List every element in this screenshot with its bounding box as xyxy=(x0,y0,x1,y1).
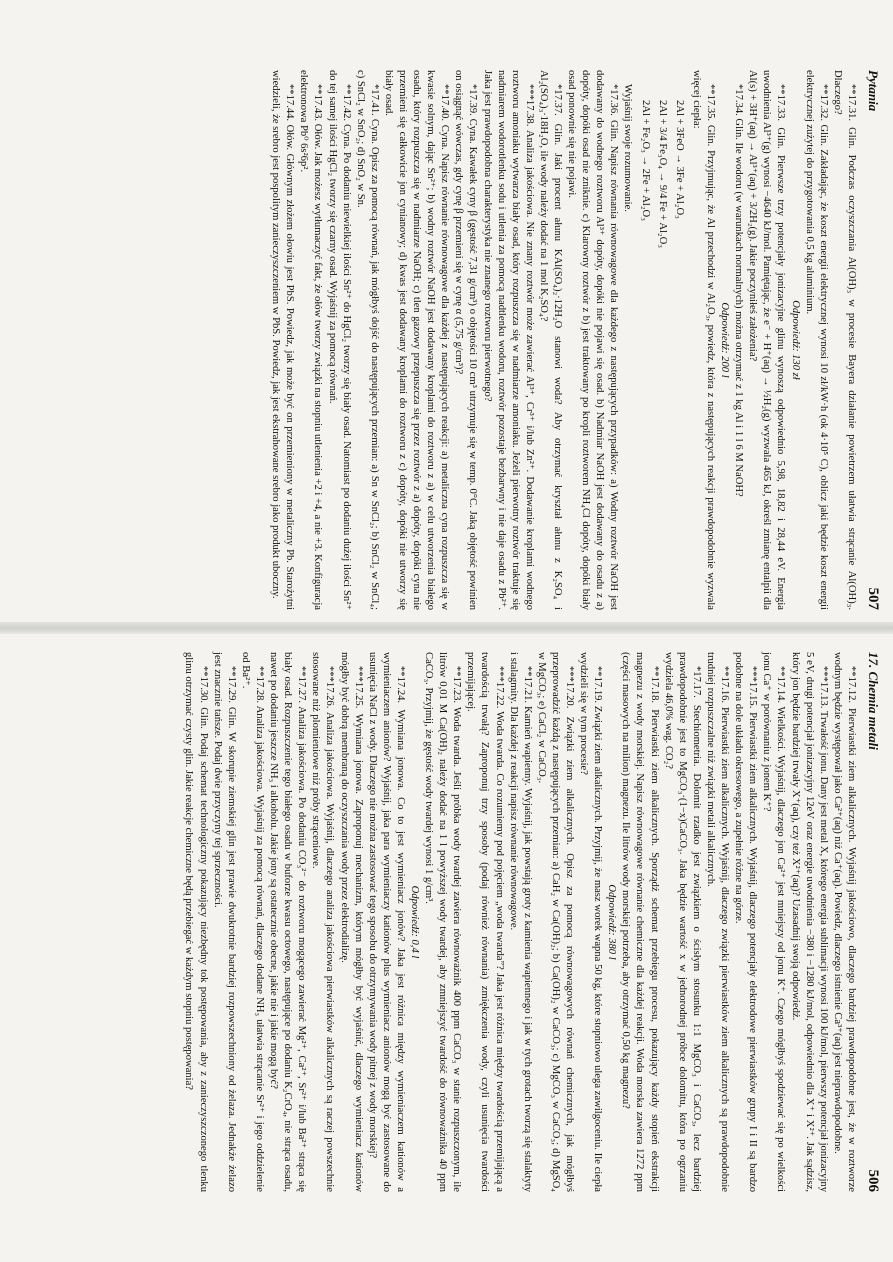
question-17-42: **17.42. Cyna. Po dodaniu niewielkiej ilości Sn²⁺ do HgCl₂ tworzy się biały osad. Natomiast po dodaniu dużej ilości Sn²⁺ do tej samej ilości HgCl₂ tworzy się czarny osad. Wyjaśnij za pomocą równań. xyxy=(326,70,352,610)
page-number: 506 xyxy=(865,1169,881,1192)
question-17-34: *17.34. Glin. Ile wodoru (w warunkach normalnych) można otrzymać z 1 kg Al i 1 l 6 M NaOH? xyxy=(733,84,745,497)
question-17-17: *17.17. Stechiometria. Dolomit rzadko jest związkiem o ścisłym stosunku 1:1 MgCO₃ i CaCO₃, lecz bardziej prawdopodobnie jest to MgCO₃·(1−x)CaCO₃. Jaka będzie wartość x w jednorodnej próbce dolomitu, która po ogrzaniu wydziela 46,0% wag. CO₂? xyxy=(662,652,702,1192)
page-number: 507 xyxy=(865,587,881,610)
question-17-21: **17.21. Kamień wapienny. Wyjaśnij, jak powstają groty z kamienia wapiennego i jak w tych grotach tworzą się stalaktyty i stalagmity. Dla każdej z reakcji napisz równanie równowagowe. xyxy=(507,652,533,1192)
question-17-13: ***17.13. Trwałość jonu. Dany jest metal X, którego energia sublimacji wynosi 100 kJ/mol, pierwszy potencjał jonizacyjny 5 eV, drugi potencjał jonizacyjny 12eV oraz energie uwodnienia −380 i −1280 kJ/mol, odpowiednio dla X⁺ i X²⁺. Jak sądzisz, który jon będzie bardziej trwały X⁺(aq), czy też X²⁺(aq)? Uzasadnij swoją odpowiedź. xyxy=(789,652,829,1192)
question-17-20: ***17.20. Związki ziem alkalicznych. Opisz za pomocą równowagowych równań chemicznych, jak mógłbyś przeprowadzić każdą z następujących przemian: a) CaH₂ w Ca(OH)₂; b) Ca(OH)₂ w CaCO₃; c) MgCO₃ w CaCO₃; d) MgSO₄ w MgCO₃; e) CaCl₂ w CaCO₃. xyxy=(535,652,576,1192)
question-17-28: **17.28. Analiza jakościowa. Wyjaśnij za pomocą równań, dlaczego dodane NH₃ ułatwia strącanie Sr²⁺ i jego oddzielenie od Ba²⁺. xyxy=(239,652,265,1192)
question-17-30: **17.30. Glin. Podaj schemat technologiczny pokazujący niezbędny tok postępowania, aby z zanieczyszczonego tlenku glinu otrzymać czysty glin. Jakie reakcje chemiczne będą przebiegać w każdym stopniu postępowania? xyxy=(183,652,209,1192)
question-text: Wyjaśnij swoje rozumowanie. xyxy=(622,84,634,212)
running-title: Pytania xyxy=(866,70,881,112)
equation: 2Al + Fe₂O₃ → 2Fe + Al₂O₃ xyxy=(639,100,651,221)
question-17-22: ***17.22. Woda twarda. Co rozumiemy pod pojęciem „woda twarda”? Jaka jest różnica między twardością przemijającą a twardością trwałą? Zaproponuj trzy sposoby (podaj również równania) zmiękczenia wody, czyli usunięcia twardości przemijającej. xyxy=(465,652,505,1192)
question-17-16: **17.16. Pierwiastki ziem alkalicznych. Wyjaśnij, dlaczego związki pierwiastków ziem alkalicznych są prawdopodobnie trudniej rozpuszczalne niż związki metali alkalicznych. xyxy=(704,652,731,1192)
question-17-33: **17.33. Glin. Pierwsze trzy potencjały jonizacyjne glinu wynoszą odpowiednio 5,98, 18,82 i 28,44 eV. Energia uwodnienia Al³⁺(g) wynosi −4640 kJ/mol. Pamiętając, że e⁻ + H⁺(aq) → ½H₂(g) wyzwala 465 kJ, określ zmianę entalpii dla Al(s) + 3H⁺(aq) → Al³⁺(aq) + 3/2H₂(g). Jakie poczyniłeś założenia? xyxy=(747,70,787,610)
page-header xyxy=(866,70,880,610)
question-17-38: ***17.38. Analiza jakościowa. Nie znany roztwór może zawierać Al³⁺, Cr³⁺ i/lub Zn²⁺. Dodawanie kroplami wodnego roztworu amoniaku wytwarza biały osad, który rozpuszcza się w nadmiarze amoniaku. Jeżeli pierwotny roztwór traktuje się nadmiarem wodorotlenku sodu i utlenia za pomocą nadtlenku wodoru, roztwór pozostaje bezbarwny i nie daje osadu z Pb²⁺. Jaka jest prawdopodobna charakterystyka nie znanego roztworu pierwotnego? xyxy=(481,70,535,610)
question-17-12: **17.12. Pierwiastki ziem alkalicznych. Wyjaśnij jakościowo, dlaczego bardziej prawdopodobne jest, że w roztworze wodnym będzie występował jako Ca²⁺(aq) niż Ca⁺(aq). Powiedz, dlaczego istnienie Ca³⁺(aq) jest nieprawdopodobne. xyxy=(831,652,857,1192)
question-17-39: *17.39. Cyna. Kawałek cyny β (gęstość 7,31 g/cm³) o objętości 10 cm³ utrzymuje się w temp. 0°C. Jaką objętość powinien on osiągnąć wówczas, gdy cynę β przemieni się w cynę α (5,75 g/cm³)? xyxy=(453,70,479,610)
running-title: 17. Chemia metali xyxy=(866,652,881,750)
question-17-44: **17.44. Ołów. Głównym złożem ołowiu jest PbS. Powiedz, jak może być on przemieniony w metaliczny Pb. Starożytni wiedzieli, że srebro jest pospolitym zanieczyszczeniem w PbS. Powiedz, jak jest ekstrahowane srebro jako produkt uboczny. xyxy=(270,70,296,610)
question-17-40: **17.40. Cyna. Napisz równanie równowagowe dla każdej z następujących reakcji: a) metaliczna cyna rozpuszcza się w kwasie solnym, dając Sn²⁺; b) wodny roztwór NaOH jest dodawany kroplami do roztworu z a) w celu utworzenia białego osadu, który rozpuszcza się w nadmiarze NaOH; c) tlen gazowy przepuszcza się przez roztwór z a) dopóty, dopóki cyna nie przemieni się całkowicie jon cynianowy; d) kwas jest dodawany kroplami do roztworu z c) dopóty, dopóki nie utworzy się biały osad. xyxy=(382,70,451,610)
question-17-24: **17.24. Wymiana jonowa. Co to jest wymieniacz jonów? Jaka jest różnica między wymieniaczem kationów a wymieniaczem anionów? Wyjaśnij, jaka para wymieniaczy kationów plus wymieniacz anionów mogą być zastosowane do usunięcia NaCl z wody. Dlaczego nie można zastosować tego sposobu do otrzymywania wody pitnej z wody morskiej? xyxy=(366,652,406,1192)
question-17-29: **17.29. Glin. W skorupie ziemskiej glin jest prawie dwukrotnie bardziej rozpowszechniony od żelaza. Jednakże żelazo jest znacznie tańsze. Podaj dwie przyczyny tej sprzeczności. xyxy=(211,652,237,1192)
book-gutter xyxy=(0,622,893,634)
answer: Odpowiedź: 380 l xyxy=(606,884,618,960)
question-17-37: *17.37. Glin. Jaki procent ałunu KAl(SO₄)₂·12H₂O stanowi woda? Aby otrzymać kryształ ałunu z K₂SO₄ i Al₂(SO₄)₃·18H₂O, ile wody należy dodać na 1 mol K₂SO₄? xyxy=(537,70,564,610)
question-17-41: *17.41. Cyna. Opisz za pomocą równań, jak mógłbyś dojść do następujących przemian: a) Sn w SnCl₂; b) SnCl₂ w SnCl₄; c) SnCl₂ w SnO₂; d) SnO₂ w Sn. xyxy=(354,70,380,610)
question-17-35: **17.35. Glin. Przyjmując, że Al przechodzi w Al₂O₃, powiedz, która z następujących reakcji prawdopodobnie wyzwala więcej ciepła: xyxy=(690,70,716,610)
question-17-26: ***17.26. Analiza jakościowa. Wyjaśnij, dlaczego analiza jakościowa pierwiastków alkalicznych są raczej powszechnie stosowane niż plomieniowe niż próby strąceniowe. xyxy=(310,652,336,1192)
question-17-43: **17.43. Ołów. Jak możesz wytłumaczyć fakt, że ołów tworzy związki na stopniu utlenienia +2 i +4, a nie +3. Konfiguracja elektronowa Pb⁰ 6s²6p². xyxy=(298,70,324,610)
equation: 2Al + 3FeO → 3Fe + Al₂O₃ xyxy=(673,100,685,219)
question-17-23: **17.23. Woda twarda. Jeśli próbka wody twardej zawiera równoważnik 400 ppm CaCO₃ w stanie rozpuszczonym, ile litrów 0,01 M Ca(OH)₂ należy dodać na 1 l powyższej wody twardej, aby zmniejszyć twardość do równoważnika 40 ppm CaCO₃. Przyjmij, że gęstość wody twardej wynosi 1 g/cm³. xyxy=(423,652,463,1192)
equation: 2Al + 3/4 Fe₃O₄ → 9/4 Fe + Al₂O₃ xyxy=(656,100,668,248)
page-header xyxy=(866,652,880,1192)
question-17-36: *17.36. Glin. Napisz równania równowagowe dla każdego z następujących przypadków: a) Wodny roztwór NaOH jest dodawany do wodnego roztworu Al³⁺ dopóty, dopóki nie pojawi się osad. b) Nadmiar NaOH jest dodawany do osadu z a) dopóty, dopóki osad nie zniknie. c) Klarowny roztwór z b) jest traktowany po kropli roztworem NH₄Cl dopóty, dopóki biały osad ponownie się nie pojawi. xyxy=(566,70,620,610)
question-17-14: **17.14. Wielkości. Wyjaśnij, dlaczego jon Ca²⁺ jest mniejszy od jonu K⁺. Czego mógłbyś spodziewać się po wielkości jonu Ca⁺ w porównaniu z jonem K⁺? xyxy=(761,652,787,1192)
page-506 xyxy=(181,652,880,1192)
question-17-31: **17.31. Glin. Podczas oczyszczania Al(OH)₃ w procesie Bayera działanie powietrzem ułatwia strącanie Al(OH)₃. Dlaczego? xyxy=(831,70,857,610)
answer: Odpowiedź: 0,4 l xyxy=(409,885,420,959)
answer: Odpowiedź: 200 l xyxy=(719,302,731,378)
question-17-25: ***17.25. Wymiana jonowa. Zaproponuj mechanizm, którym mógłby być wyjaśnić, dlaczego wymieniacz kationów mógłby być dobrą membraną do oczyszczania wody przez elektrodializę. xyxy=(338,652,364,1192)
question-17-19: **17.19. Związki ziem alkalicznych. Przyjmij, że masz worek wapna 50 kg, które stopniowo ulega zawilgoceniu. Ile ciepła wydzieli się w tym procesie? xyxy=(578,652,604,1192)
page-507 xyxy=(268,70,880,610)
question-17-15: ***17.15. Pierwiastki ziem alkalicznych. Wyjaśnij, dlaczego potencjały elektrodowe pierwiastków grupy I i II są bardzo podobne na dole układu okresowego, a zupełnie różne na górze. xyxy=(733,652,759,1192)
question-17-32: **17.32. Glin. Zakładając, że koszt energii elektrycznej wynosi 10 zł/kW·h (ok 4·10⁵ C), oblicz jaki będzie koszt energii elektrycznej zużytej do przygotowania 0,5 kg aluminium. xyxy=(803,70,829,610)
answer: Odpowiedź: 130 zł xyxy=(789,300,801,380)
question-17-27: **17.27. Analiza jakościowa. Po dodaniu CO₃²⁻ do roztworu mogącego zawierać Mg²⁺, Ca²⁺, Sr²⁺ i/lub Ba²⁺ strąca się biały osad. Rozpuszczenie tego białego osadu w buforze kwasu octowego, następujące po dodaniu K₂CrO₄, nie strąca osadu, nawet po dodaniu jeszcze NH₃ i alkoholu. Jakie jony są ostatecznie obecne, jakie nie i jakie mogą być? xyxy=(268,652,308,1192)
question-17-18: **17.18. Pierwiastki ziem alkalicznych. Sporządź schemat przebiegu procesu, pokazujący każdy stopień ekstrakcji magnezu z wody morskiej. Napisz równowagowe równanie chemiczne dla każdej reakcji. Woda morska zawiera 1272 ppm (części masowych na milion) magnezu. Ile litrów wody morskiej potrzeba, aby otrzymać 0,50 kg magnezu? xyxy=(620,652,660,1192)
